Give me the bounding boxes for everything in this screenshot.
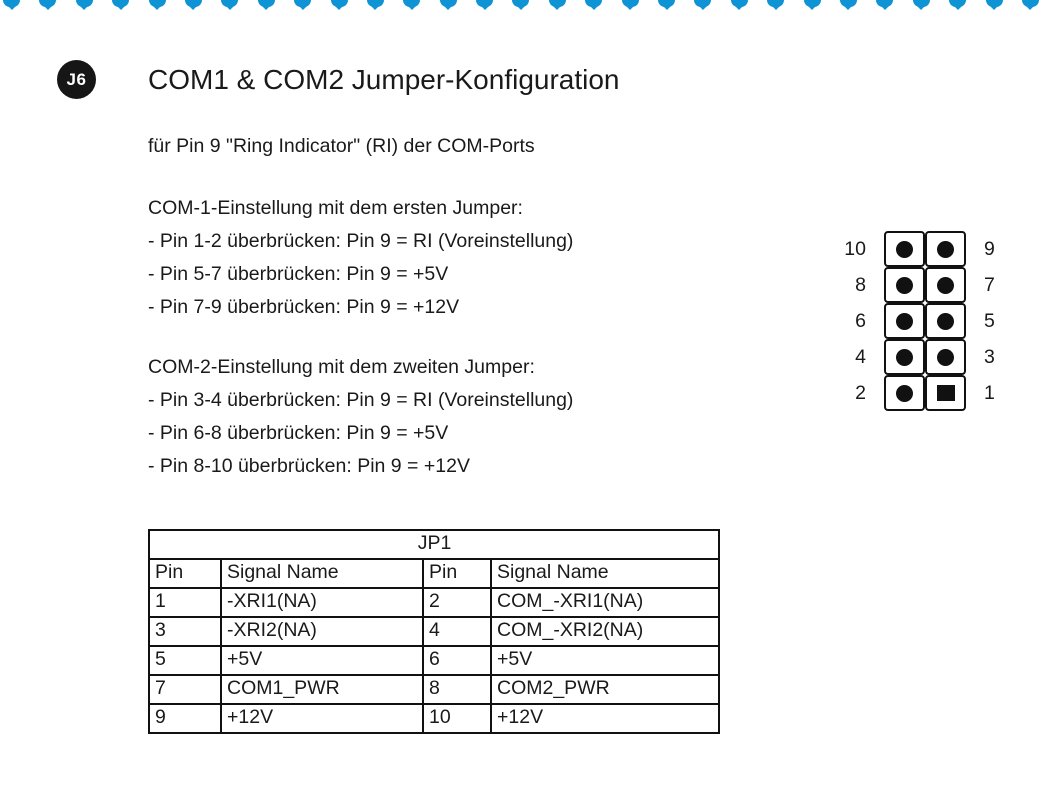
decoration-dot	[986, 0, 1003, 7]
pin-number-cell: 8	[423, 675, 491, 704]
decoration-dot	[549, 0, 566, 7]
decoration-dot	[294, 0, 311, 7]
decoration-dot	[1022, 0, 1039, 7]
decoration-dot	[76, 0, 93, 7]
decoration-dot	[512, 0, 529, 7]
pin-number-cell: 5	[149, 646, 221, 675]
com1-setting-line: - Pin 7-9 überbrücken: Pin 9 = +12V	[148, 296, 460, 318]
decoration-dot	[331, 0, 348, 7]
column-header: Pin	[423, 559, 491, 588]
page-header	[57, 60, 620, 99]
column-header: Pin	[149, 559, 221, 588]
pin-number-cell: 3	[149, 617, 221, 646]
com1-section	[148, 192, 573, 324]
pin-label: 4	[855, 346, 866, 368]
decoration-dot	[367, 0, 384, 7]
column-header: Signal Name	[221, 559, 423, 588]
pin-label: 10	[844, 238, 866, 260]
decoration-dot	[221, 0, 238, 7]
pin-label: 2	[855, 382, 866, 404]
com2-section	[148, 351, 573, 483]
decoration-dot	[185, 0, 202, 7]
signal-name-cell: +5V	[221, 646, 423, 675]
signal-table	[148, 529, 720, 734]
pin-label: 9	[984, 238, 995, 260]
pin-cell	[884, 267, 925, 303]
table-title-row	[149, 530, 719, 559]
signal-name-cell: -XRI1(NA)	[221, 588, 423, 617]
com2-setting-line: - Pin 6-8 überbrücken: Pin 9 = +5V	[148, 422, 449, 444]
pin-number-cell: 1	[149, 588, 221, 617]
decoration-dot	[3, 0, 20, 7]
pin-label: 8	[855, 274, 866, 296]
com1-setting-line: - Pin 1-2 überbrücken: Pin 9 = RI (Voreinstellung)	[148, 230, 574, 252]
decoration-dot	[840, 0, 857, 7]
decoration-dot	[476, 0, 493, 7]
decoration-dot	[440, 0, 457, 7]
table-header-row	[149, 559, 719, 588]
signal-name-cell: +5V	[491, 646, 719, 675]
pin-label: 3	[984, 346, 995, 368]
pin-cell	[925, 303, 966, 339]
pin-number-cell: 10	[423, 704, 491, 733]
pin-number-cell: 7	[149, 675, 221, 704]
decoration-dot	[39, 0, 56, 7]
com2-setting-line: - Pin 3-4 überbrücken: Pin 9 = RI (Voreinstellung)	[148, 389, 574, 411]
com1-section-heading: COM-1-Einstellung mit dem ersten Jumper:	[148, 197, 523, 219]
decoration-dot	[767, 0, 784, 7]
pin-number-cell: 9	[149, 704, 221, 733]
decoration-dot	[876, 0, 893, 7]
pin-cell	[925, 267, 966, 303]
top-decoration	[0, 0, 1042, 12]
decoration-dot	[949, 0, 966, 7]
decoration-dot	[585, 0, 602, 7]
decoration-dot	[694, 0, 711, 7]
pin-cell	[884, 375, 925, 411]
pin-number-cell: 4	[423, 617, 491, 646]
signal-name-cell: COM_-XRI2(NA)	[491, 617, 719, 646]
com2-setting-line: - Pin 8-10 überbrücken: Pin 9 = +12V	[148, 455, 470, 477]
pin-labels-right	[984, 231, 1014, 411]
column-header: Signal Name	[491, 559, 719, 588]
pin-cell	[884, 231, 925, 267]
pin-label: 5	[984, 310, 995, 332]
signal-name-cell: -XRI2(NA)	[221, 617, 423, 646]
signal-name-cell: COM2_PWR	[491, 675, 719, 704]
signal-name-cell: COM1_PWR	[221, 675, 423, 704]
pin-label: 6	[855, 310, 866, 332]
pin-label: 7	[984, 274, 995, 296]
com2-section-heading: COM-2-Einstellung mit dem zweiten Jumper:	[148, 356, 535, 378]
decoration-dot	[403, 0, 420, 7]
table-row	[149, 646, 719, 675]
com1-setting-line: - Pin 5-7 überbrücken: Pin 9 = +5V	[148, 263, 449, 285]
page-subtitle: für Pin 9 "Ring Indicator" (RI) der COM-Ports	[148, 135, 535, 157]
pin-labels-left	[836, 231, 866, 411]
decoration-dot	[622, 0, 639, 7]
pin-cell-pin1	[925, 375, 966, 411]
pin-cell	[925, 231, 966, 267]
table-row	[149, 704, 719, 733]
decoration-dot	[913, 0, 930, 7]
pin-number-cell: 6	[423, 646, 491, 675]
pin-grid	[884, 231, 966, 411]
jumper-diagram	[836, 231, 1014, 411]
decoration-dot	[112, 0, 129, 7]
signal-name-cell: COM_-XRI1(NA)	[491, 588, 719, 617]
signal-name-cell: +12V	[491, 704, 719, 733]
decoration-dot	[658, 0, 675, 7]
pin-label: 1	[984, 382, 995, 404]
signal-name-cell: +12V	[221, 704, 423, 733]
table-row	[149, 617, 719, 646]
decoration-dot	[731, 0, 748, 7]
table-title: JP1	[149, 530, 719, 559]
decoration-dot	[149, 0, 166, 7]
decoration-dot	[258, 0, 275, 7]
jumper-id-badge: J6	[57, 60, 96, 99]
pin-cell	[884, 303, 925, 339]
pin-number-cell: 2	[423, 588, 491, 617]
page-title: COM1 & COM2 Jumper-Konfiguration	[148, 63, 620, 95]
pin-cell	[925, 339, 966, 375]
table-row	[149, 675, 719, 704]
table-row	[149, 588, 719, 617]
decoration-dot	[804, 0, 821, 7]
pin-cell	[884, 339, 925, 375]
